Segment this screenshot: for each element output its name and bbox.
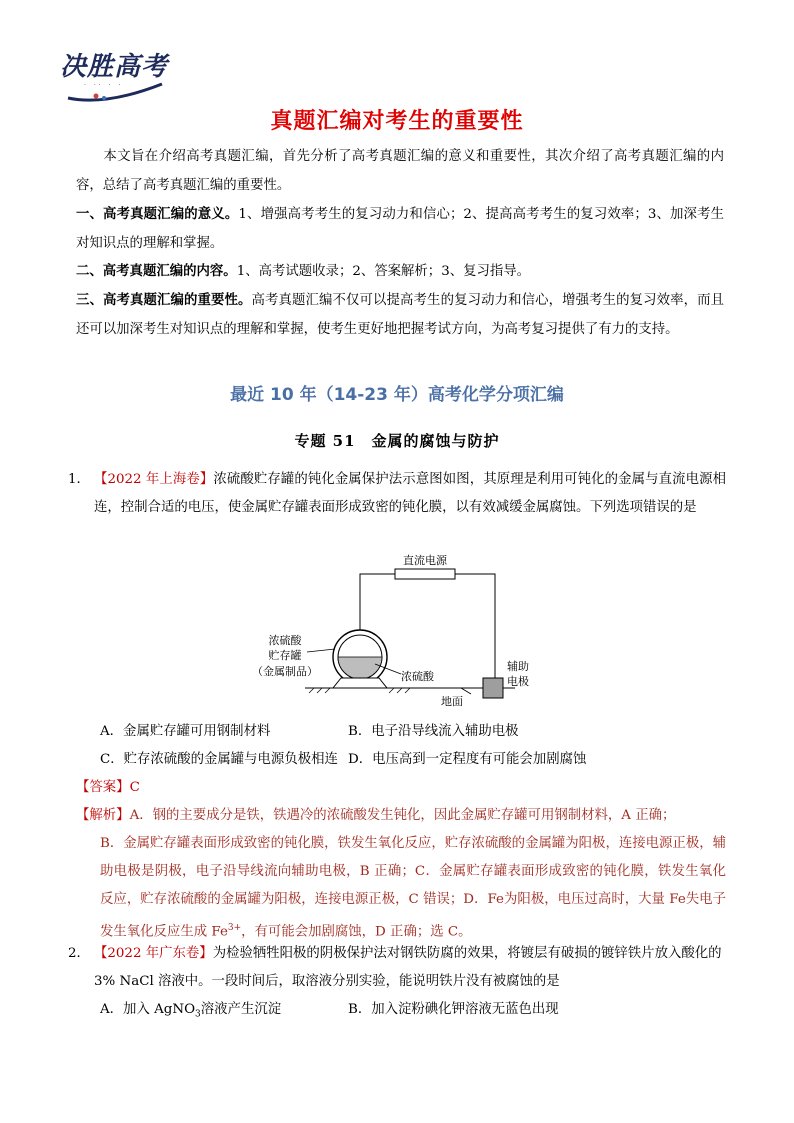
q2-option-a-suffix: 溶液产生沉淀 [200,1002,282,1017]
question-1 [68,466,726,522]
analysis-label: 【解析】 [76,808,130,823]
question-source: 【2022 年广东卷】 [94,946,213,961]
logo-subtitle: · ·· · · [84,82,124,89]
logo-swoosh [66,76,166,106]
aux-label-2: 电极 [507,675,529,688]
question-source: 【2022 年上海卷】 [94,472,214,487]
tank-label-2: 贮存罐 [268,649,302,662]
logo-text: 决胜高考 [60,52,169,82]
analysis [76,802,726,830]
question-stem-1: 为检验牺牲阳极的阴极保护法对钢铁防腐的效果，将镀层有破损的镀锌铁片放入酸化的 [212,946,722,961]
collection-subtitle: 最近 10 年（14-23 年）高考化学分项汇编 [230,385,564,405]
question-number: 1． [68,472,90,487]
analysis-line-3: ，有可能会加剧腐蚀，D 正确；选 C。 [241,924,472,940]
tank-label-3: （金属制品） [252,665,318,678]
answer [76,774,140,802]
question-2 [68,940,726,968]
section-2-heading: 二、高考真题汇编的内容。 [76,264,237,279]
section-1-body: 1、增强高考考生的复习动力和信心；2、提高高考考生的复习效率；3、加深考生对知识点的理解和掌握。 [76,207,724,251]
section-2-body: 1、高考试题收录；2、答案解析；3、复习指导。 [236,264,531,279]
section-3 [76,286,724,344]
wire-left [360,574,395,632]
q2-option-b: B．加入淀粉碘化钾溶液无蓝色出现 [348,1002,559,1017]
option-a: A．金属贮存罐可用钢制材料 [100,724,271,739]
answer-value: C [129,780,140,795]
q2-option-a-subscript: 3 [195,1009,201,1020]
option-d: D．电压高到一定程度有可能会加剧腐蚀 [348,752,587,767]
wire-right [455,574,495,678]
option-b: B．电子沿导线流入辅助电极 [348,724,519,739]
intro-paragraph [76,142,724,200]
question-stem: 浓硫酸贮存罐的钝化金属保护法示意图如图，其原理是利用可钝化的金属与直流电源相连，控制合适的电压，使金属贮存罐表面形成致密的钝化膜，以有效减缓金属腐蚀。下列选项错误的是 [94,472,726,515]
section-1 [76,200,724,258]
question-number: 2． [68,946,90,961]
analysis-superscript: 3+ [227,923,242,933]
ground-label: 地面 [441,695,463,708]
q2-option-a-formula: AgNO [154,1002,196,1017]
analysis-line-2: B．金属贮存罐表面形成致密的钝化膜，铁发生氧化反应，贮存浓硫酸的金属罐为阳极，连接电源正极，辅助电极是阴极，电子沿导线流向辅助电极，B 正确；C．金属贮存罐表面形成致密的钝化膜，铁发生氧化反应，贮存浓硫酸的金属罐为阳极，连接电源正极，C 错误；D．Fe为阳极，电压过高时，大量 Fe失电子发生氧化反应生成 Fe [100,836,726,940]
ground-hatching [309,688,410,693]
page-title: 真题汇编对考生的重要性 [270,109,524,134]
ground-pointer [461,688,471,694]
answer-label: 【答案】 [76,780,130,795]
logo [58,46,168,110]
section-3-heading: 三、高考真题汇编的重要性。 [76,293,252,308]
q2-option-a [100,996,281,1029]
analysis-body [100,830,726,946]
intro-text: 本文旨在介绍高考真题汇编，首先分析了高考真题汇编的意义和重要性，其次介绍了高考真题汇编的内容，总结了高考真题汇编的重要性。 [76,149,724,193]
acid-label: 浓硫酸 [401,670,434,683]
electrolysis-diagram [245,552,545,712]
power-supply [395,569,455,579]
question-2-stem-line-2: 3% NaCl 溶液中。一段时间后，取溶液分别实验，能说明铁片没有被腐蚀的是 [94,974,560,989]
aux-electrode [483,678,503,698]
aux-label-1: 辅助 [507,660,529,673]
tank-stand [333,678,387,688]
section-1-heading: 一、高考真题汇编的意义。 [76,207,239,222]
power-label: 直流电源 [403,554,447,567]
tank-label-1: 浓硫酸 [268,634,302,647]
tank-pointer [307,649,335,652]
section-2 [76,257,724,286]
topic-title: 专题 51 金属的腐蚀与防护 [294,432,500,450]
section-3-body: 高考真题汇编不仅可以提高考生的复习动力和信心，增强考生的复习效率，而且还可以加深考生对知识点的理解和掌握，使考生更好地把握考试方向，为高考复习提供了有力的支持。 [76,293,724,337]
option-c: C．贮存浓硫酸的金属罐与电源负极相连 [100,752,338,767]
q2-option-a-prefix: A．加入 [100,1002,155,1017]
analysis-line-1: A．钢的主要成分是铁，铁遇冷的浓硫酸发生钝化，因此金属贮存罐可用钢制材料，A 正确； [129,808,676,823]
